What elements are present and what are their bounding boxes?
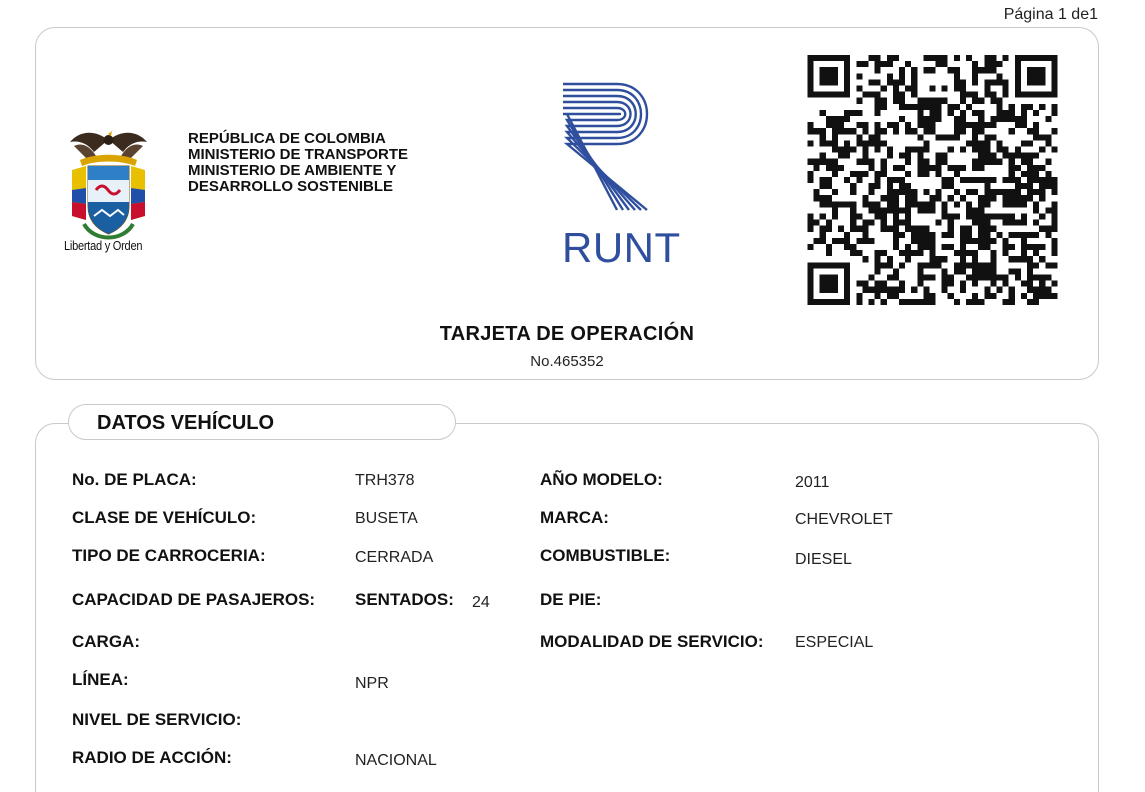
plate-label: No. DE PLACA: (72, 470, 197, 489)
coat-of-arms-icon (66, 120, 151, 255)
fuel-label: COMBUSTIBLE: (540, 546, 671, 565)
service-mode-value: ESPECIAL (795, 634, 874, 651)
model-year-label: AÑO MODELO: (540, 470, 663, 489)
line-label: LÍNEA: (72, 670, 129, 689)
qr-code-icon (804, 55, 1061, 305)
fuel-value: DIESEL (795, 551, 852, 568)
runt-logo-text: RUNT (562, 224, 681, 271)
runt-logo-icon (557, 78, 677, 213)
ministry-line: REPÚBLICA DE COLOMBIA (188, 130, 386, 147)
service-mode-label: MODALIDAD DE SERVICIO: (540, 632, 764, 651)
page-number: Página 1 de1 (1003, 6, 1098, 23)
model-year-value: 2011 (795, 474, 830, 491)
ministry-line: MINISTERIO DE AMBIENTE Y (188, 162, 397, 179)
document-number: No.465352 (530, 353, 604, 370)
document-title: TARJETA DE OPERACIÓN (439, 323, 695, 345)
capacity-label: CAPACIDAD DE PASAJEROS: (72, 590, 316, 609)
vehicle-class-value: BUSETA (355, 510, 418, 527)
section-title: DATOS VEHÍCULO (97, 412, 275, 434)
action-radius-label: RADIO DE ACCIÓN: (72, 748, 232, 767)
standing-label: DE PIE: (540, 590, 602, 609)
coat-motto: Libertad y Orden (64, 238, 143, 253)
ministry-line: MINISTERIO DE TRANSPORTE (188, 146, 409, 163)
vehicle-class-label: CLASE DE VEHÍCULO: (72, 508, 257, 527)
plate-value: TRH378 (355, 472, 415, 489)
brand-value: CHEVROLET (795, 511, 893, 528)
body-type-label: TIPO DE CARROCERIA: (72, 546, 266, 565)
brand-label: MARCA: (540, 508, 609, 527)
action-radius-value: NACIONAL (355, 752, 437, 769)
qr-modules (808, 55, 1058, 305)
line-value: NPR (355, 675, 389, 692)
header-card (35, 27, 1099, 380)
ministry-line: DESARROLLO SOSTENIBLE (188, 178, 394, 195)
service-level-label: NIVEL DE SERVICIO: (72, 710, 242, 729)
body-type-value: CERRADA (355, 549, 434, 566)
cargo-label: CARGA: (72, 632, 140, 651)
seated-label: SENTADOS: (355, 590, 454, 609)
seated-value: 24 (472, 594, 490, 611)
ministry-block (188, 131, 408, 195)
